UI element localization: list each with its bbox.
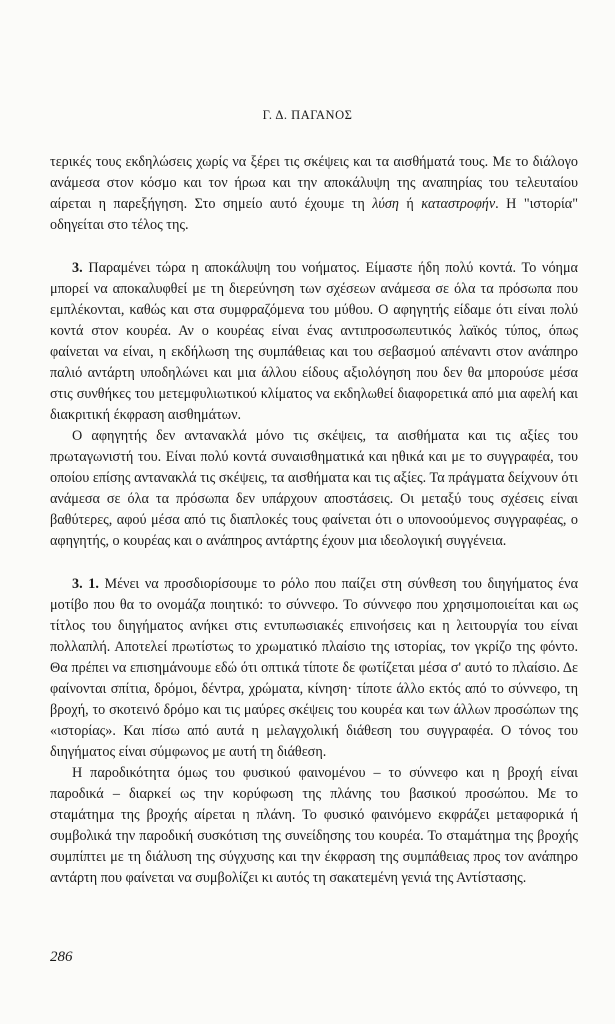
section-gap (50, 236, 578, 258)
section-gap (50, 552, 578, 574)
italic-term: λύση (372, 196, 399, 212)
paragraph-continuation (50, 152, 578, 236)
paragraph-text: ή (398, 196, 422, 212)
paragraph-section-3-1 (50, 574, 578, 763)
section-number: 3. (72, 260, 83, 276)
section-number: 3. 1. (72, 576, 99, 592)
italic-term: καταστροφήν (421, 196, 496, 212)
paragraph-section-3 (50, 258, 578, 426)
running-head: Γ. Δ. ΠΑΓΑΝΟΣ (262, 108, 353, 122)
page-number: 286 (50, 949, 73, 965)
body-text (50, 152, 578, 889)
paragraph-text: Παραμένει τώρα η αποκάλυψη του νοήματος. Είμαστε ήδη πολύ κοντά. Το νόημα μπορεί να αποκαλυφθεί με τη διερεύνηση των σχέσεων ανάμεσα σε όλα τα πρόσωπα που εμπλέκονται, καθώς και στα συμφραζόμενα του μύθου. Ο αφηγητής είδαμε ότι είναι πολύ κοντά στον κουρέα. Αν ο κουρέας είναι ένας αντιπροσωπευτικός λαϊκός τύπος, όπως φαίνεται να είναι, η εκδήλωση της συμπάθειας και του σεβασμού απέναντι στον ανάπηρο παλιό αντάρτη υποδηλώνει και μια άλλου είδους αξιολόγηση που δεν θα μπορούσε μέσα στις συνθήκες του μετεμφυλιωτικού κλίματος να εκδηλωθεί διαφορετικά από μια αφελή και διακριτική έκφραση αισθημάτων. (50, 260, 578, 423)
paragraph-text: . Η "ιστορία" οδηγείται στο τέλος της. (50, 196, 578, 233)
paragraph: Η παροδικότητα όμως του φυσικού φαινομένου – το σύννεφο και η βροχή είναι παροδικά – διαρκεί ως την κορύφωση της πλάνης του βασικού προσώπου. Με το σταμάτημα της βροχής αίρεται η πλάνη. Το φυσικό φαινόμενο εκφράζει μεταφορικά ή συμβολικά την παροδική συσκότιση της συνείδησης του κουρέα. Το σταμάτημα της βροχής συμπίπτει με τη διάλυση της σύγχυσης και την έκφραση της συμπάθειας προς τον ανάπηρο αντάρτη που φαίνεται να συμβολίζει κι αυτός τη σακατεμένη γενιά της Αντίστασης. (50, 765, 578, 886)
paragraph-text: τερικές τους εκδηλώσεις χωρίς να ξέρει τις σκέψεις και τα αισθήματά τους. Με το διάλογο ανάμεσα στον κόσμο και τον ήρωα και την αποκάλυψη της αναπηρίας του τελευταίου αίρεται η παρεξήγηση. Στο σημείο αυτό έχουμε τη (50, 154, 578, 212)
paragraph-text: Μένει να προσδιορίσουμε το ρόλο που παίζει στη σύνθεση του διηγήματος ένα μοτίβο που θα το ονομάζα ποιητικό: το σύννεφο. Το σύννεφο που χρησιμοποιείται και ως τίτλος του διηγήματος ανήκει στις εντυπωσιακές επινοήσεις και η λειτουργία του είναι πολλαπλή. Αποτελεί πρωτίστως το χρωματικό πλαίσιο της ιστορίας, τον γκρίζο της φόντο. Θα πρέπει να επισημάνουμε εδώ ότι οπτικά τίποτε δε φωτίζεται μέσα σ' αυτό το πλαίσιο. Δε φαίνονται σπίτια, δρόμοι, δέντρα, χρώματα, κίνηση· τίποτε άλλο εκτός από το σύννεφο, τη βροχή, το σκοτεινό δρόμο και τις μαύρες σκέψεις του κουρέα και των άλλων προσώπων της «ιστορίας». Και πίσω από αυτά η μελαγχολική διάθεση του συγγραφέα. Ο τόνος του διηγήματος είναι σύμφωνος με αυτή τη διάθεση. (50, 576, 578, 760)
paragraph: Ο αφηγητής δεν αντανακλά μόνο τις σκέψεις, τα αισθήματα και τις αξίες του πρωταγωνιστή του. Είναι πολύ κοντά συναισθηματικά και ηθικά και με το συγγραφέα, του οποίου επίσης αντανακλά τις σκέψεις, τα αισθήματα και τις αξίες. Τα πράγματα δείχνουν ότι ανάμεσα σε όλα τα πρόσωπα δεν υπάρχουν αποστάσεις. Οι μεταξύ τους σχέσεις είναι βαθύτερες, αφού μέσα από τις διαπλοκές τους φαίνεται ότι ο υπονοούμενος συγγραφέας, ο αφηγητής, ο κουρέας και ο ανάπηρος αντάρτης έχουν μια ιδεολογική συγγένεια. (50, 428, 578, 549)
